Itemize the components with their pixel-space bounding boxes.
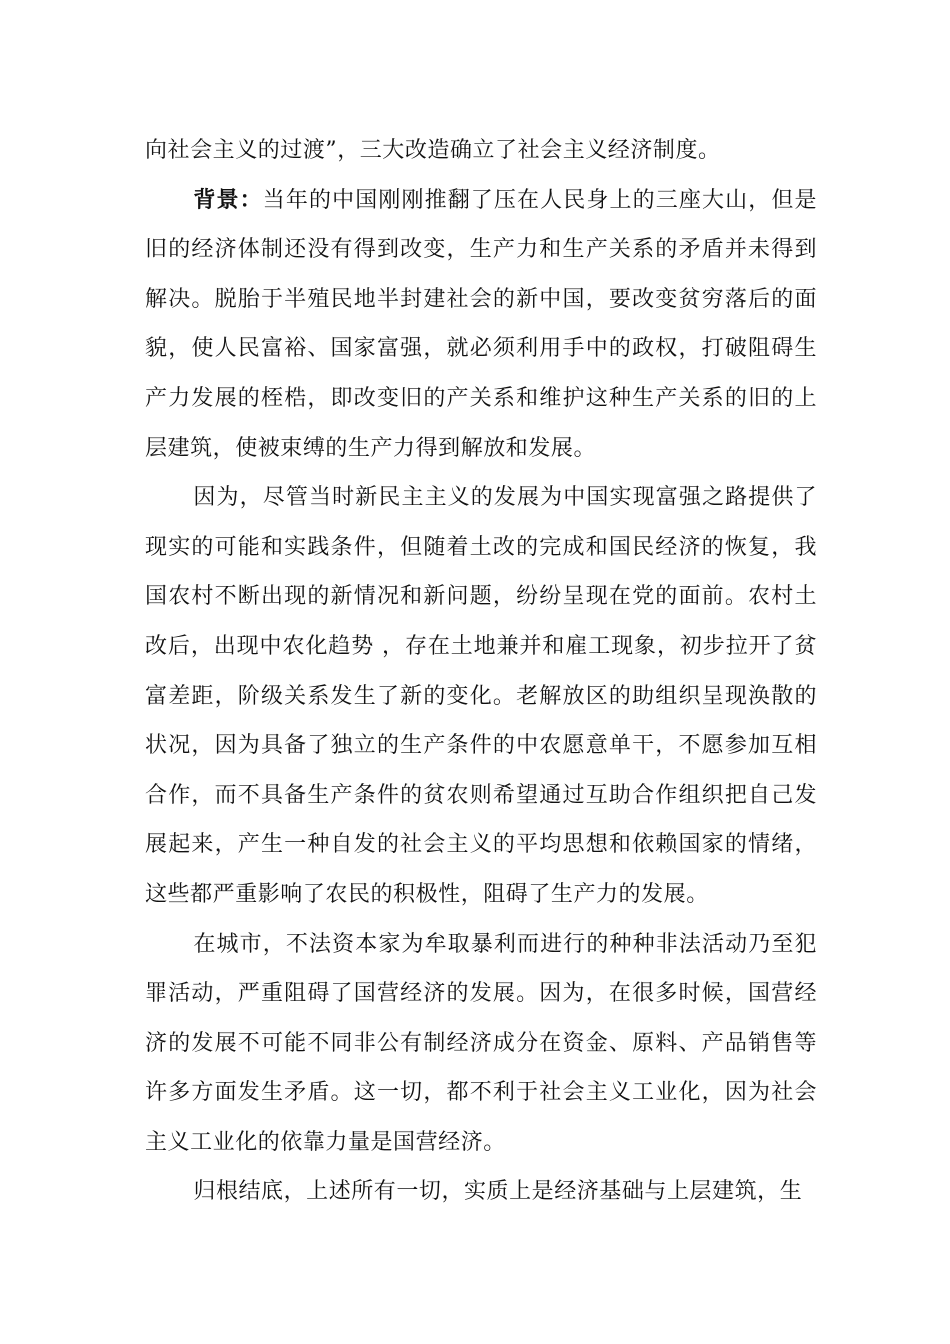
paragraph-background (145, 176, 817, 474)
paragraph-label: 背景： (193, 186, 263, 213)
paragraph-urban (145, 920, 817, 1168)
paragraph-text: 在城市，不法资本家为牟取暴利而进行的种种非法活动乃至犯罪活动，严重阻碍了国营经济的发展。因为，在很多时候，国营经济的发展不可能不同非公有制经济成分在资金、原料、产品销售等许多方面发生矛盾。这一切，都不利于社会主义工业化，因为社会主义工业化的依靠力量是国营经济。 (145, 931, 817, 1155)
paragraph-continuation (145, 126, 817, 176)
paragraph-text: 因为，尽管当时新民主主义的发展为中国实现富强之路提供了现实的可能和实践条件，但随着土改的完成和国民经济的恢复，我国农村不断出现的新情况和新问题，纷纷呈现在党的面前。农村土改后，出现中农化趋势 ，存在土地兼并和雇工现象，初步拉开了贫富差距，阶级关系发生了新的变化。老解放区的助组织呈现涣散的状况，因为具备了独立的生产条件的中农愿意单干，不愿参加互相合作，而不具备生产条件的贫农则希望通过互助合作组织把自己发展起来，产生一种自发的社会主义的平均思想和依赖国家的情绪，这些都严重影响了农民的积极性，阻碍了生产力的发展。 (145, 485, 817, 907)
paragraph-text: 归根结底，上述所有一切，实质上是经济基础与上层建筑，生 (193, 1179, 803, 1205)
paragraph-text: 当年的中国刚刚推翻了压在人民身上的三座大山，但是旧的经济体制还没有得到改变，生产力和生产关系的矛盾并未得到解决。脱胎于半殖民地半封建社会的新中国，要改变贫穷落后的面貌，使人民富裕、国家富强，就必须利用手中的政权，打破阻碍生产力发展的桎梏，即改变旧的产关系和维护这种生产关系的旧的上层建筑，使被束缚的生产力得到解放和发展。 (145, 187, 817, 461)
paragraph-rural (145, 473, 817, 919)
document-body (145, 126, 817, 1217)
paragraph-text: 向社会主义的过渡”，三大改造确立了社会主义经济制度。 (145, 138, 721, 163)
paragraph-conclusion (145, 1167, 817, 1217)
